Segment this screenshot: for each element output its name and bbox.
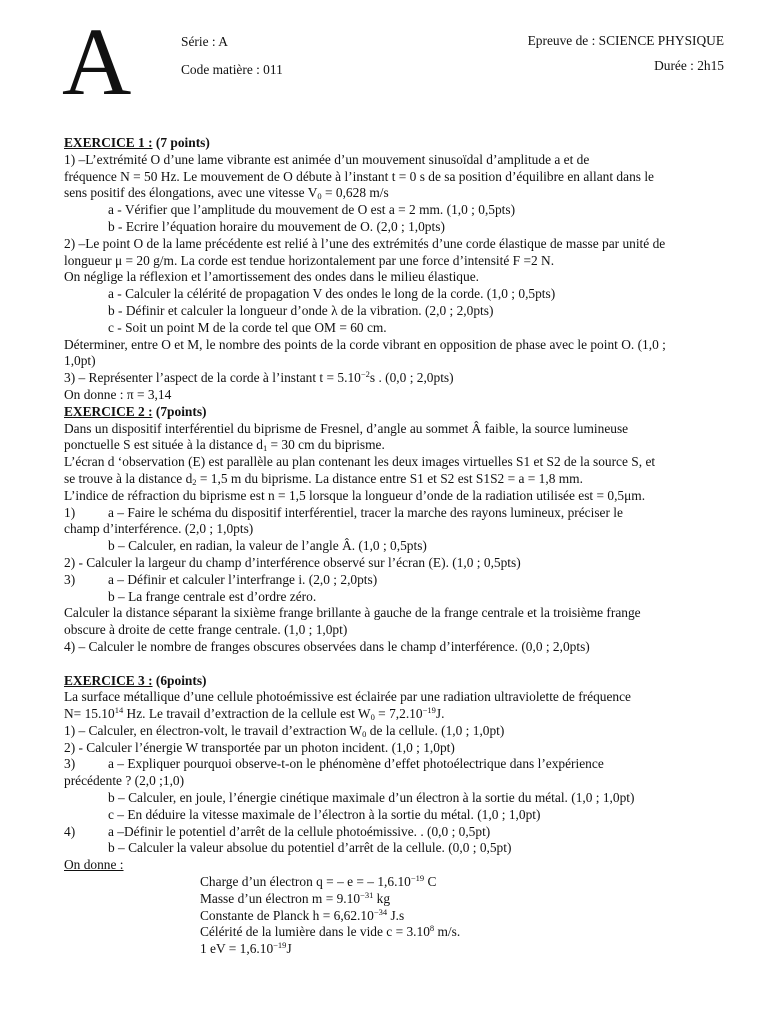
ex1-line: 1,0pt) [64, 353, 96, 369]
series-letter: A [62, 8, 132, 115]
constant-planck: Constante de Planck $h = 6,62.10^{-34}$ J.s [200, 906, 405, 923]
ex2-question: 1) a – Faire le schéma du dispositif interférentiel, tracer la marche des rayons lumineux, préciser le [64, 504, 623, 520]
ex3-line: précédente ? (2,0 ;1,0) [64, 773, 185, 789]
ex2-line: Dans un dispositif interférentiel du biprisme de Fresnel, d’angle au sommet Â faible, la source lumineuse [64, 420, 629, 436]
ex3-given-heading: On donne : [64, 857, 124, 873]
ex3-line: La surface métallique d’une cellule photoémissive est éclairée par une radiation ultraviolette de fréquence [64, 689, 631, 705]
duree-label: Durée : 2h15 [654, 58, 724, 73]
constant-light-speed: Célérité de la lumière dans le vide $c = 3.10^8$ m/s. [200, 923, 461, 940]
ex2-line: champ d’interférence. (2,0 ; 1,0pts) [64, 521, 254, 537]
ex1-line: 2) –Le point O de la lame précédente est relié à l’une des extrémités d’une corde élastique de masse par unité de [64, 235, 666, 251]
ex1-line: On néglige la réflexion et l’amortissement des ondes dans le milieu élastique. [64, 269, 479, 285]
ex2-question: b – Calculer, en radian, la valeur de l’angle Â. (1,0 ; 0,5pts) [108, 538, 427, 554]
ex1-line: Déterminer, entre O et M, le nombre des points de la corde vibrant en opposition de phase avec le point O. (1,0 ; [64, 336, 666, 352]
ex2-line: L’indice de réfraction du biprisme est n = 1,5 lorsque la longueur d’onde de la radiation utilisée est = 0,5μm. [64, 487, 646, 503]
ex2-question: 4) – Calculer le nombre de franges obscures observées dans le champ d’interférence. (0,0 ; 2,0pts) [64, 638, 590, 654]
ex2-line: Calculer la distance séparant la sixième frange brillante à gauche de la frange centrale et la troisième frange [64, 605, 641, 621]
ex1-line: longueur μ = 20 g/m. La corde est tendue horizontalement par une force d’intensité F =2 N. [64, 252, 555, 268]
epreuve-label: Epreuve de : SCIENCE PHYSIQUE [527, 33, 724, 48]
ex1-question: a - Vérifier que l’amplitude du mouvement de O est a = 2 mm. (1,0 ; 0,5pts) [108, 202, 516, 218]
ex1-line: 3) – Représenter l’aspect de la corde à l’instant $t = 5.10^{-2}s$ . (0,0 ; 2,0pts) [64, 369, 454, 386]
ex3-question: b – Calculer, en joule, l’énergie cinétique maximale d’un électron à la sortie du métal. (1,0 ; 1,0pt) [108, 790, 635, 806]
exercise-3-title: EXERCICE 3 : (6points) [64, 672, 207, 688]
ex3-question: c – En déduire la vitesse maximale de l’électron à la sortie du métal. (1,0 ; 1,0pt) [108, 806, 541, 822]
constant-electron-mass: Masse d’un électron $m = 9.10^{-31}$ kg [200, 889, 391, 906]
ex1-given: On donne : π = 3,14 [64, 386, 172, 402]
ex2-line: L’écran d ‘observation (E) est parallèle au plan contenant les deux images virtuelles S1 et S2 de la source S, et [64, 454, 656, 470]
ex3-question: 4) a –Définir le potentiel d’arrêt de la cellule photoémissive. . (0,0 ; 0,5pt) [64, 823, 491, 839]
ex2-question: 2) - Calculer la largeur du champ d’interférence observé sur l’écran (E). (1,0 ; 0,5pts) [64, 554, 521, 570]
ex3-question: 1) – Calculer, en électron-volt, le travail d’extraction $W_0$ de la cellule. (1,0 ; 1,0pt) [64, 722, 505, 739]
ex2-line: se trouve à la distance $d_2 = 1,5$ m du biprisme. La distance entre S1 et S2 est S1S2 = a = 1,8 mm. [64, 470, 583, 487]
ex1-question: b - Définir et calculer la longueur d’onde λ de la vibration. (2,0 ; 2,0pts) [108, 302, 494, 318]
constant-electron-charge: Charge d’un électron q = – e = – $1,6.10^{-19}$ C [200, 873, 437, 890]
ex2-question: 3) a – Définir et calculer l’interfrange i. (2,0 ; 2,0pts) [64, 571, 378, 587]
ex1-question: b - Ecrire l’équation horaire du mouvement de O. (2,0 ; 1,0pts) [108, 218, 445, 234]
ex1-line: 1) –L’extrémité O d’une lame vibrante est animée d’un mouvement sinusoïdal d’amplitude a et de [64, 151, 590, 167]
ex1-line: fréquence N = 50 Hz. Le mouvement de O débute à l’instant t = 0 s de sa position d’équilibre en allant dans le [64, 168, 654, 184]
ex3-question: 3) a – Expliquer pourquoi observe-t-on le phénomène d’effet photoélectrique dans l’expérience [64, 756, 604, 772]
ex1-line: sens positif des élongations, avec une vitesse $V_0 = 0,628$ m/s [64, 185, 389, 202]
ex1-question: a - Calculer la célérité de propagation V des ondes le long de la corde. (1,0 ; 0,5pts) [108, 286, 556, 302]
constant-ev: 1 eV = $1,6.10^{-19}J$ [200, 940, 292, 957]
ex3-line: $N= 15.10^{14}$ Hz. Le travail d’extraction de la cellule est $W_0 = 7,2.10^{-19}J$. [64, 705, 445, 723]
ex1-question: c - Soit un point M de la corde tel que OM = 60 cm. [108, 319, 387, 335]
exercise-2-title: EXERCICE 2 : (7points) [64, 403, 207, 419]
ex3-question: 2) - Calculer l’énergie W transportée par un photon incident. (1,0 ; 1,0pt) [64, 739, 455, 755]
ex3-question: b – Calculer la valeur absolue du potentiel d’arrêt de la cellule. (0,0 ; 0,5pt) [108, 840, 512, 856]
code-matiere-label: Code matière : 011 [181, 62, 283, 77]
ex2-line: obscure à droite de cette frange centrale. (1,0 ; 1,0pt) [64, 622, 348, 638]
exam-content [64, 135, 714, 958]
ex2-line: ponctuelle S est située à la distance $d_1 = 30$ cm du biprisme. [64, 437, 385, 454]
exercise-1-title: EXERCICE 1 : (7 points) [64, 135, 210, 150]
serie-label: Série : A [181, 34, 228, 49]
ex2-question: b – La frange centrale est d’ordre zéro. [108, 588, 317, 604]
